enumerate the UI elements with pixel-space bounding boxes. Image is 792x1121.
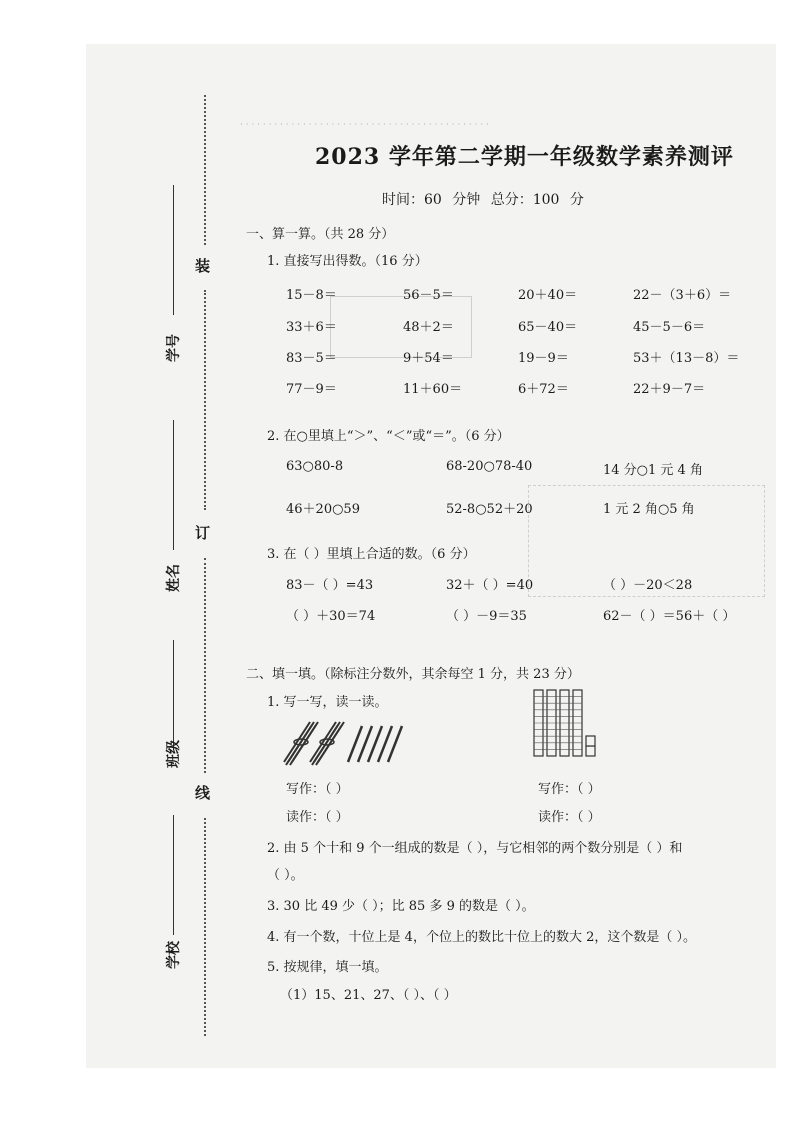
calc-item: 6＋72＝: [518, 382, 569, 397]
calc-item: 11＋60＝: [403, 382, 463, 397]
name-label: 姓名: [166, 564, 182, 592]
fill-item: （ ）－9＝35: [446, 609, 527, 624]
calc-item: 65－40＝: [518, 320, 578, 335]
fill-item: （ ）－20＜28: [603, 578, 693, 593]
compare-item: 63○80-8: [286, 459, 344, 474]
write-as-left[interactable]: 写作：（ ）: [286, 782, 349, 797]
s1-q3-label: 3. 在（ ）里填上合适的数。（6 分）: [267, 547, 476, 562]
calc-item: 9＋54＝: [403, 351, 454, 366]
calc-item: 20＋40＝: [518, 288, 578, 303]
class-write-line[interactable]: [173, 640, 174, 750]
binding-dotted-line: [204, 558, 206, 773]
s2-q3: 3. 30 比 49 少（ ）；比 85 多 9 的数是（ ）。: [267, 899, 535, 914]
calc-item: 22－（3＋6）＝: [633, 288, 732, 303]
single-sticks: [348, 726, 402, 762]
s2-q2-line1: 2. 由 5 个十和 9 个一组成的数是（ ），与它相邻的两个数分别是（ ）和: [267, 841, 683, 856]
class-label: 班级: [166, 740, 182, 768]
compare-item: 46＋20○59: [286, 502, 360, 517]
s1-q2-label: 2. 在○里填上“＞”、“＜”或“＝”。（6 分）: [267, 429, 510, 444]
bundle-of-ten-sticks: [310, 722, 344, 765]
s2-q4: 4. 有一个数，十位上是 4，个位上的数比十位上的数大 2，这个数是（ ）。: [267, 930, 696, 945]
fill-item: 62－（ ）＝56＋（ ）: [603, 609, 736, 624]
compare-item: 1 元 2 角○5 角: [603, 502, 695, 517]
s2-q2-line2: （ ）。: [267, 868, 304, 883]
calc-item: 22＋9－7＝: [633, 382, 706, 397]
school-label: 学校: [166, 941, 182, 969]
section2-heading: 二、填一填。（除标注分数外，其余每空 1 分，共 23 分）: [246, 667, 580, 682]
binding-char-ding: 订: [195, 524, 211, 542]
unit-cubes: [586, 736, 595, 756]
compare-item: 14 分○1 元 4 角: [603, 463, 703, 478]
fill-item: （ ）＋30＝74: [286, 609, 376, 624]
calc-item: 48＋2＝: [403, 320, 454, 335]
fill-item: 83－（ ）=43: [286, 578, 374, 593]
read-as-left[interactable]: 读作：（ ）: [286, 810, 349, 825]
calc-item: 15－8＝: [286, 288, 337, 303]
binding-dotted-line: [204, 95, 206, 245]
calc-item: 33＋6＝: [286, 320, 337, 335]
student-id-label: 学号: [166, 334, 182, 362]
stick-bundles-figure: [280, 718, 410, 768]
write-as-right[interactable]: 写作：（ ）: [538, 782, 601, 797]
calc-item: 19－9＝: [518, 351, 569, 366]
read-as-right[interactable]: 读作：（ ）: [538, 810, 601, 825]
bleed-through-text: · · · · · · · · · · · · · · · · · · · · · · · · · · · · · · · · · · · · · · · · · · · ·: [240, 120, 489, 130]
compare-item: 68-20○78-40: [446, 459, 533, 474]
exam-subtitle: 时间：60 分钟 总分：100 分: [382, 192, 584, 208]
binding-dotted-line: [204, 818, 206, 1036]
calc-item: 83－5＝: [286, 351, 337, 366]
compare-item: 52-8○52＋20: [446, 502, 533, 517]
name-write-line[interactable]: [173, 420, 174, 550]
place-value-blocks-figure: [530, 686, 600, 762]
s2-q5-label: 5. 按规律，填一填。: [267, 960, 388, 975]
s1-q1-label: 1. 直接写出得数。（16 分）: [267, 254, 428, 269]
s2-q5-item1: （1）15、21、27、（ ）、（ ）: [280, 988, 457, 1003]
calc-item: 45－5－6＝: [633, 320, 706, 335]
calc-item: 56－5＝: [403, 288, 454, 303]
section1-heading: 一、算一算。（共 28 分）: [246, 227, 395, 242]
binding-dotted-line: [204, 290, 206, 510]
exam-title: 2023 学年第二学期一年级数学素养测评: [315, 144, 734, 170]
fill-item: 32＋（ ）=40: [446, 578, 534, 593]
school-write-line[interactable]: [173, 815, 174, 935]
calc-item: 77－9＝: [286, 382, 337, 397]
binding-char-zhuang: 装: [195, 257, 211, 275]
calc-item: 53＋（13－8）＝: [633, 351, 740, 366]
s2-q1-label: 1. 写一写，读一读。: [267, 695, 388, 710]
binding-char-xian: 线: [195, 784, 211, 802]
student-id-write-line[interactable]: [173, 185, 174, 315]
